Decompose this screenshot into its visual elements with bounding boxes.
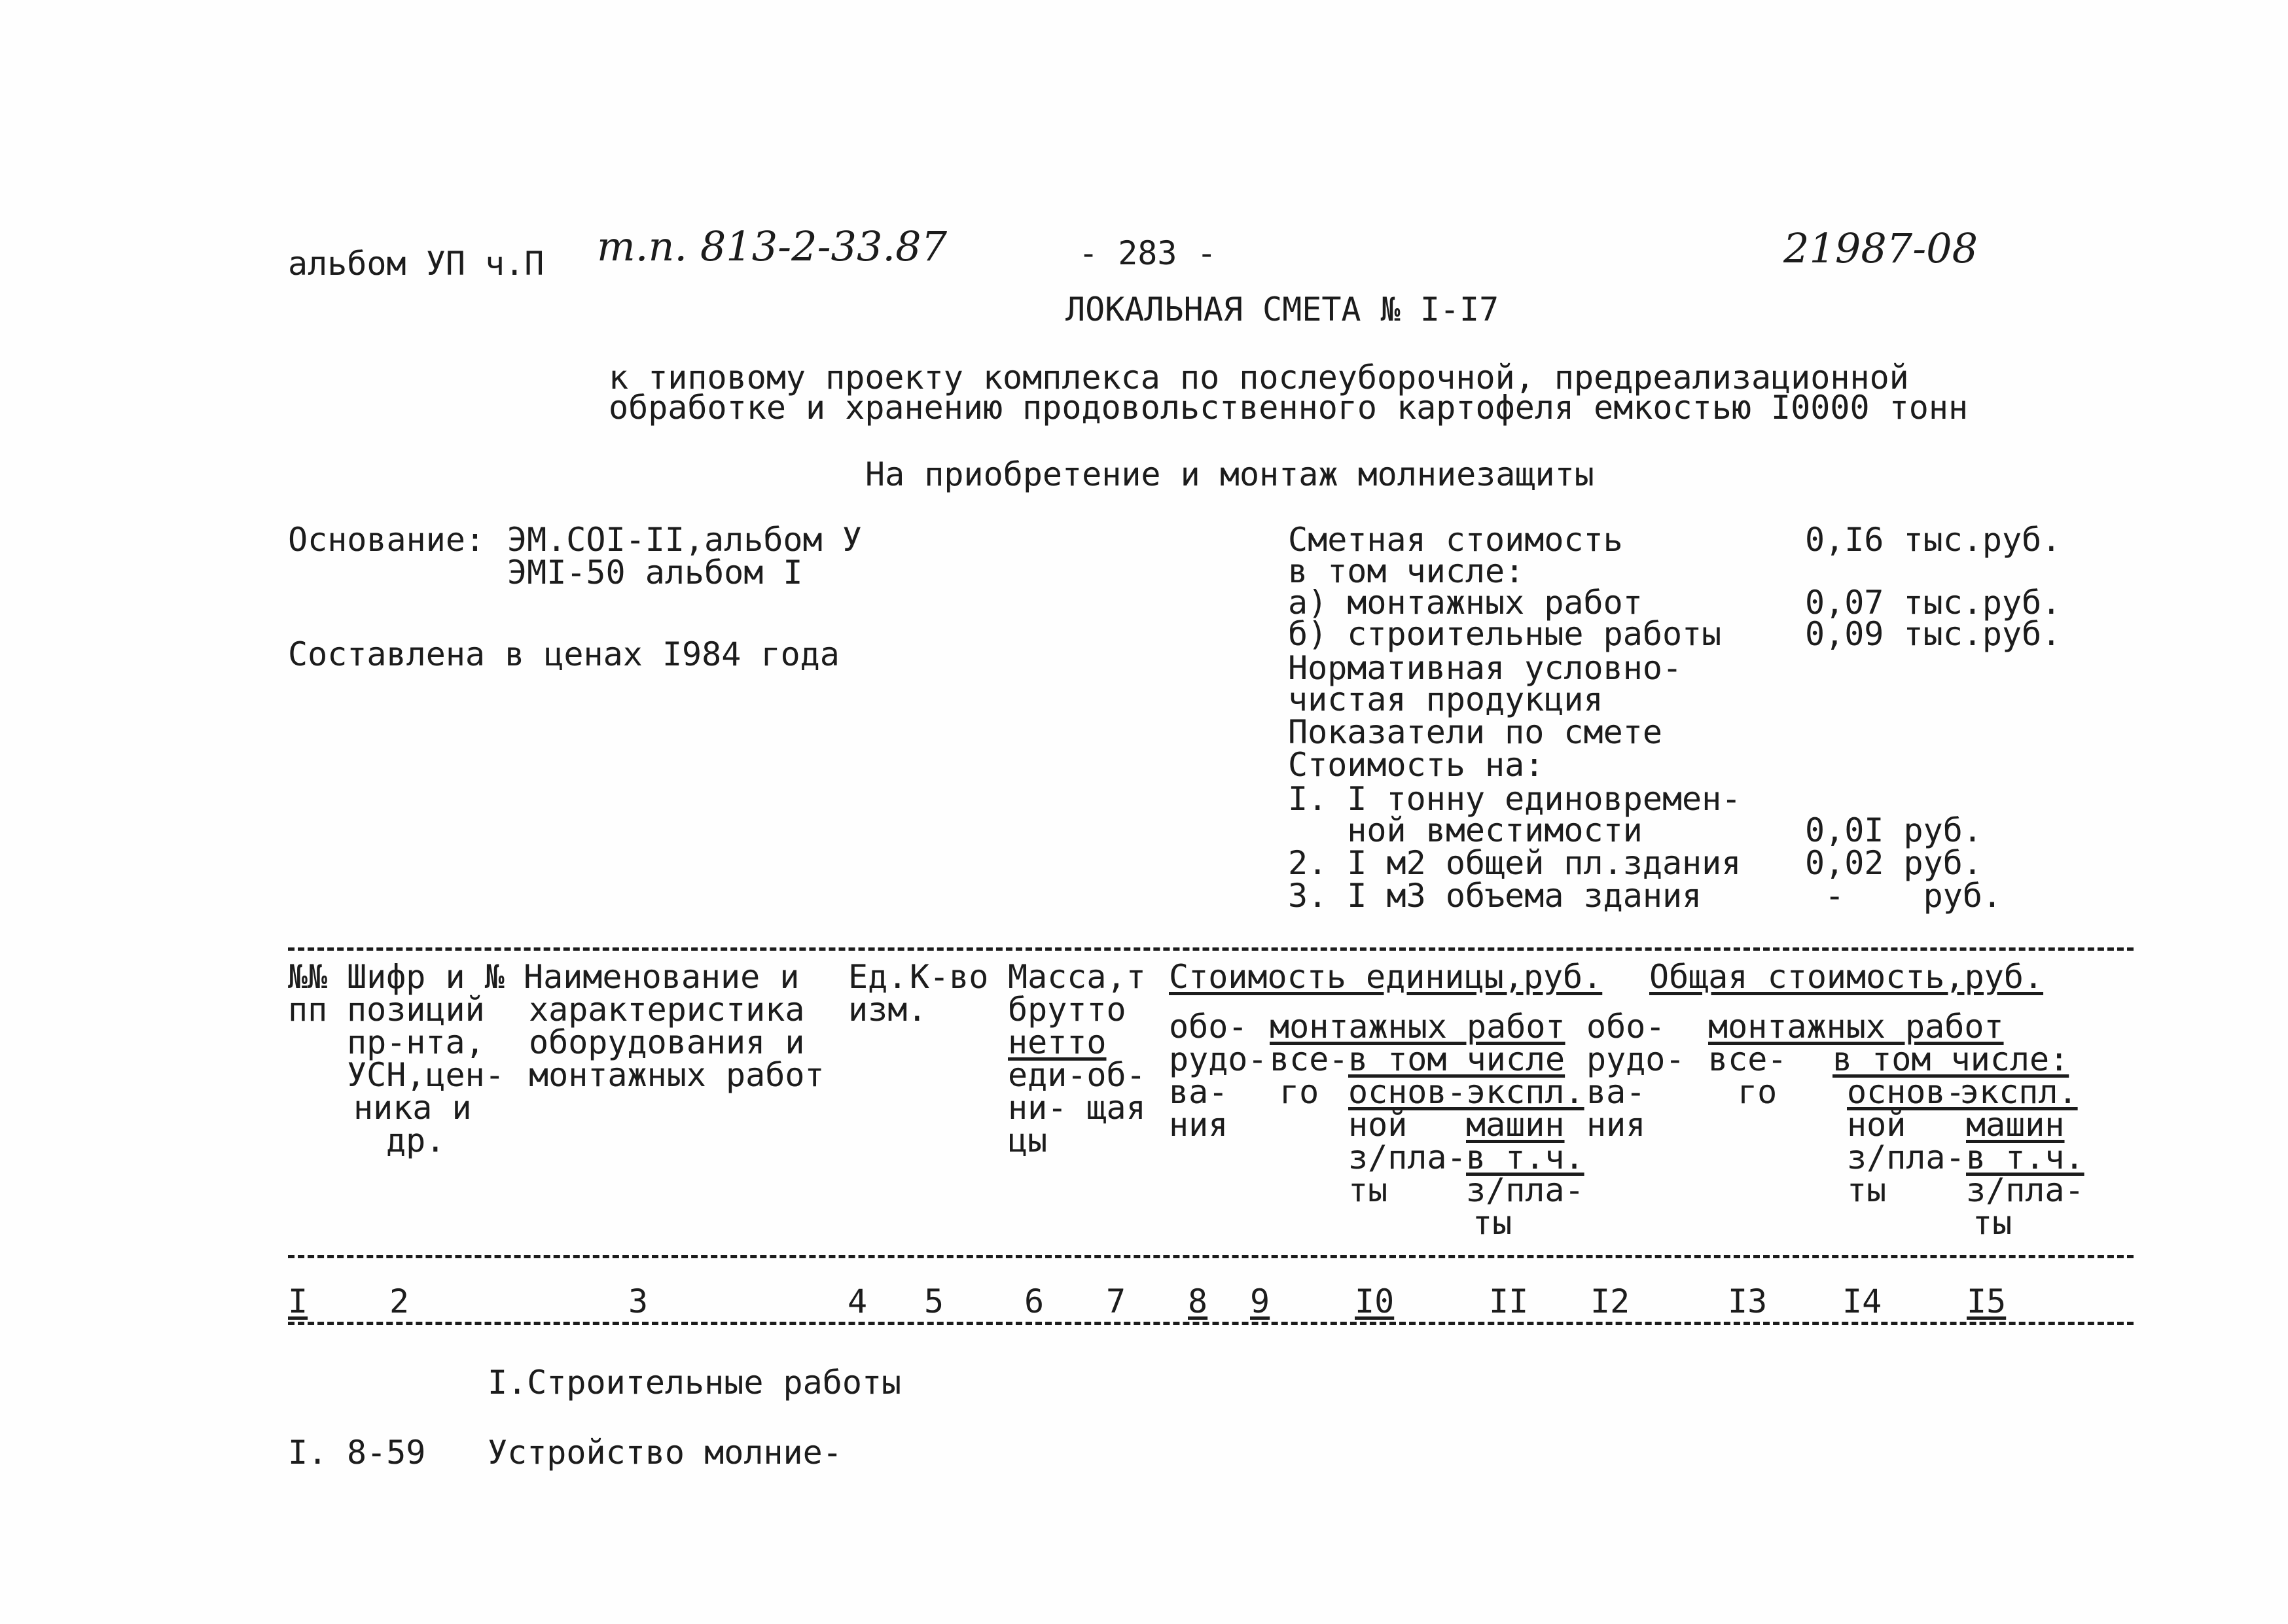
- machines-unit-h2: машин: [1466, 1106, 1565, 1144]
- total-cost-title: Общая стоимость,руб.: [1649, 958, 2044, 996]
- mount-title-total: монтажных работ: [1708, 1008, 2004, 1046]
- col-code-h2: позиций: [347, 991, 485, 1029]
- col-unit-h2: изм.: [848, 991, 927, 1029]
- equip-h4: ния: [1169, 1106, 1228, 1144]
- summary-label: Показатели по смете: [1288, 713, 1662, 751]
- machines-unit-h1: экспл.: [1466, 1073, 1584, 1111]
- col-code-h6: др.: [386, 1121, 446, 1159]
- row-code: 8-59: [347, 1434, 426, 1472]
- equip-h1: обо-: [1169, 1008, 1248, 1046]
- summary-label: Нормативная условно-: [1288, 649, 1683, 687]
- col-mass-h5: ни- щая: [1008, 1089, 1146, 1127]
- estimate-purpose: На приобретение и монтаж молниезащиты: [865, 455, 1594, 493]
- table-header-rule: [288, 1255, 2134, 1258]
- album-label: альбом УП ч.П: [288, 245, 545, 283]
- column-number: 8: [1188, 1282, 1208, 1320]
- row-number: I.: [288, 1434, 328, 1472]
- col-code-h3: пр-нта,: [347, 1023, 485, 1061]
- machines-total-h1: экспл.: [1959, 1073, 2078, 1111]
- equip-total-h3: ва-: [1586, 1073, 1646, 1111]
- table-top-rule: [288, 947, 2134, 951]
- col-mass-h2: брутто: [1008, 991, 1126, 1029]
- mount-all-unit-h2: го: [1279, 1073, 1319, 1111]
- column-number: 3: [628, 1282, 649, 1320]
- base-wage-total-h3: з/пла-: [1847, 1139, 1965, 1176]
- page-number: - 283 -: [1079, 234, 1217, 272]
- summary-label: Сметная стоимость: [1288, 521, 1623, 559]
- summary-value: - руб.: [1805, 877, 2003, 915]
- column-number: I2: [1590, 1282, 1630, 1320]
- col-mass-h4: еди-об-: [1008, 1056, 1146, 1094]
- column-number: I5: [1967, 1282, 2007, 1320]
- equip-h3: ва-: [1169, 1073, 1228, 1111]
- summary-label: 2. I м2 общей пл.здания: [1288, 844, 1742, 882]
- mount-title-unit: монтажных работ: [1270, 1008, 1565, 1046]
- subtitle-line-2: обработке и хранению продовольственного картофеля емкостью I0000 тонн: [609, 389, 1969, 427]
- machines-total-h3: в т.ч.: [1966, 1139, 2084, 1176]
- equip-total-h4: ния: [1586, 1106, 1646, 1144]
- equip-h2: рудо-: [1169, 1040, 1268, 1078]
- incl-unit: в том числе: [1348, 1040, 1565, 1078]
- summary-label: чистая продукция: [1288, 680, 1603, 718]
- mount-all-unit-h1: все-: [1270, 1040, 1349, 1078]
- unit-cost-title: Стоимость единицы,руб.: [1169, 958, 1603, 996]
- section-title: I.Строительные работы: [488, 1364, 902, 1402]
- column-number: 5: [924, 1282, 944, 1320]
- base-wage-total-h1: основ-: [1847, 1073, 1965, 1111]
- incl-total: в том числе:: [1832, 1040, 2069, 1078]
- col-num-h1: №№: [288, 958, 328, 996]
- col-code-h1: Шифр и №: [347, 958, 505, 996]
- summary-value: 0,09 тыс.руб.: [1805, 615, 2062, 653]
- summary-value: 0,07 тыс.руб.: [1805, 584, 2062, 622]
- machines-unit-h5: ты: [1473, 1204, 1512, 1242]
- col-name-h2: характеристика: [529, 991, 805, 1029]
- column-number: 6: [1024, 1282, 1045, 1320]
- row-name: Устройство молние-: [488, 1434, 842, 1472]
- machines-total-h4: з/пла-: [1966, 1171, 2084, 1209]
- subtitle-line-1: к типовому проекту комплекса по послеуборочной, предреализационной: [609, 359, 1909, 397]
- column-number: 7: [1106, 1282, 1126, 1320]
- base-wage-total-h2: ной: [1847, 1106, 1906, 1144]
- project-number-handwritten: т.п. 813-2-33.87: [597, 222, 948, 270]
- column-number: I4: [1842, 1282, 1882, 1320]
- equip-total-h2: рудо-: [1586, 1040, 1685, 1078]
- col-num-h2: пп: [288, 991, 328, 1029]
- col-name-h1: Наименование и: [524, 958, 800, 996]
- col-mass-h3: нетто: [1008, 1023, 1107, 1061]
- base-wage-unit-h2: ной: [1348, 1106, 1408, 1144]
- machines-unit-h3: в т.ч.: [1466, 1139, 1584, 1176]
- summary-value: 0,0I руб.: [1805, 811, 1982, 849]
- equip-total-h1: обо-: [1586, 1008, 1666, 1046]
- summary-label: б) строительные работы: [1288, 615, 1722, 653]
- column-number: II: [1489, 1282, 1529, 1320]
- col-mass-h1: Масса,т: [1008, 958, 1146, 996]
- document-number-handwritten: 21987-08: [1783, 224, 1978, 272]
- base-wage-unit-h3: з/пла-: [1348, 1139, 1467, 1176]
- base-wage-unit-h1: основ-: [1348, 1073, 1467, 1111]
- basis-label: Основание:: [288, 521, 486, 559]
- mount-all-total-h1: все-: [1708, 1040, 1787, 1078]
- column-number: I3: [1728, 1282, 1768, 1320]
- machines-unit-h4: з/пла-: [1466, 1171, 1584, 1209]
- mount-all-total-h2: го: [1738, 1073, 1778, 1111]
- base-wage-total-h4: ты: [1847, 1171, 1887, 1209]
- summary-value: 0,I6 тыс.руб.: [1805, 521, 2062, 559]
- summary-label: ной вместимости: [1288, 811, 1643, 849]
- col-code-h5: ника и: [353, 1089, 472, 1127]
- col-mass-h6: цы: [1008, 1121, 1048, 1159]
- price-basis: Составлена в ценах I984 года: [288, 635, 840, 673]
- col-code-h4: УСН,цен-: [347, 1056, 505, 1094]
- summary-value: 0,02 руб.: [1805, 844, 1982, 882]
- column-numbers-rule: [288, 1322, 2134, 1325]
- column-number: 4: [848, 1282, 868, 1320]
- summary-label: 3. I м3 объема здания: [1288, 877, 1702, 915]
- basis-line-2: ЭМI-50 альбом I: [507, 554, 803, 591]
- basis-line-1: ЭМ.СОI-II,альбом У: [507, 521, 862, 559]
- machines-total-h5: ты: [1973, 1204, 2012, 1242]
- machines-total-h2: машин: [1966, 1106, 2065, 1144]
- col-qty-h1: К-во: [910, 958, 989, 996]
- col-name-h3: оборудования и: [529, 1023, 805, 1061]
- summary-label: в том числе:: [1288, 552, 1525, 590]
- summary-label: а) монтажных работ: [1288, 584, 1643, 622]
- column-number: I0: [1355, 1282, 1395, 1320]
- column-number: 2: [389, 1282, 410, 1320]
- summary-label: Стоимость на:: [1288, 746, 1545, 784]
- column-number: I: [288, 1282, 308, 1320]
- document-title: ЛОКАЛЬНАЯ СМЕТА № I-I7: [1065, 291, 1499, 328]
- summary-label: I. I тонну единовремен-: [1288, 780, 1742, 818]
- col-unit-h1: Ед.: [848, 958, 908, 996]
- base-wage-unit-h4: ты: [1348, 1171, 1388, 1209]
- column-number: 9: [1250, 1282, 1270, 1320]
- col-name-h4: монтажных работ: [529, 1056, 825, 1094]
